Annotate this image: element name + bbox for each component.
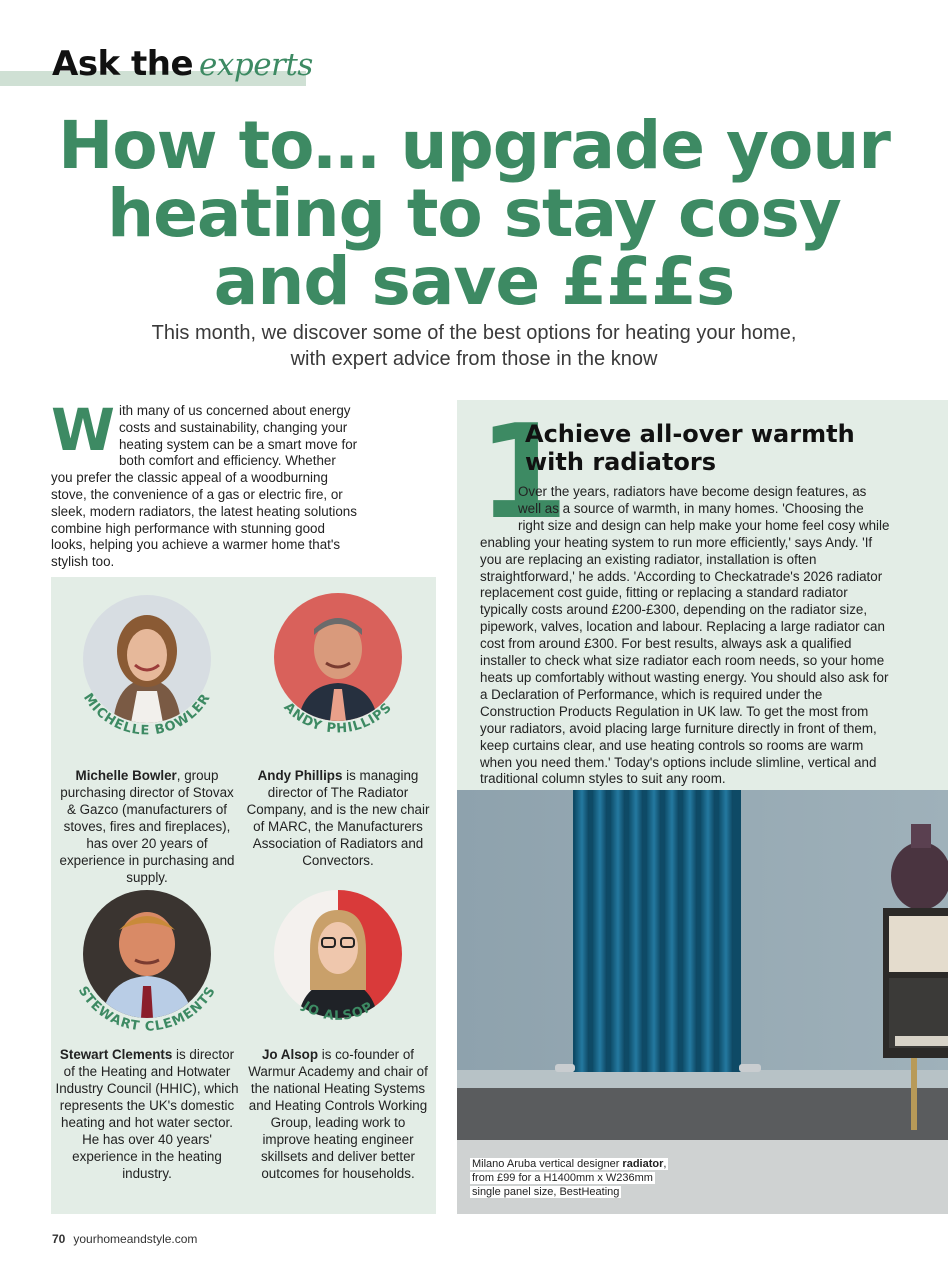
expert-bio-text: is managing director of The Radiator Company, and is the new chair of MARC, the Manufacturers Association of Radiators and Convectors. bbox=[246, 768, 430, 868]
svg-text:MICHELLE BOWLER: MICHELLE BOWLER bbox=[80, 690, 214, 739]
expert-name: Michelle Bowler bbox=[75, 768, 177, 783]
expert-bio-andy bbox=[245, 767, 431, 869]
feature-body-text: Over the years, radiators have become design features, as well as a source of warmth, in many homes. 'Choosing the right size and design can help make your home feel cosy while enabling your heating system to run more efficiently,' says Andy. 'If you are replacing an existing radiator, installation is often straightforward,' he adds. 'According to Checkatrade's 2026 radiator replacement cost guide, fitting or replacing a standard radiator typically costs around £200-£300, depending on the radiator size, pipework, valves, location and labour. Replacing a large radiator can cost from around £300. For best results, always ask a qualified installer to check what size radiator each room needs, so your home heats up comfortably without wasting energy. You should also ask for a Declaration of Performance, which is required under the Construction Products Regulation in UK law. To get the most from your radiators, avoid placing large furniture directly in front of them, keep curtains clear, and use heating controls so rooms are warm when you need them.' Today's options include slimline, vertical and traditional column styles to suit any room. bbox=[480, 484, 890, 787]
intro-text: ith many of us concerned about energy costs and sustainability, changing your heating system can be a smart move for both comfort and efficiency. Whether you prefer the classic appeal of a woodburning stove, the convenience of a gas or electric fire, or sleek, modern radiators, the latest heating solutions combine high performance with stunning good looks, helping you achieve a warmer home that's stylish too. bbox=[51, 403, 358, 570]
page-footer bbox=[52, 1232, 197, 1246]
photo-caption bbox=[470, 1157, 690, 1199]
expert-arc-label-michelle bbox=[54, 655, 240, 775]
expert-bio-text: , group purchasing director of Stovax & Gazco (manufacturers of stoves, fires and fireplaces), has over 20 years of experience in purchasing and supply. bbox=[59, 768, 235, 885]
caption-line-3: single panel size, BestHeating bbox=[472, 1186, 620, 1198]
expert-bio-stewart bbox=[54, 1046, 240, 1182]
expert-name: Stewart Clements bbox=[59, 1047, 173, 1062]
kicker-script: experts bbox=[199, 47, 313, 83]
feature-number: 1 bbox=[478, 396, 569, 548]
svg-text:ANDY PHILLIPS: ANDY PHILLIPS bbox=[280, 699, 396, 737]
page-headline: How to… upgrade your heating to stay cosy and save £££s bbox=[58, 107, 890, 320]
expert-bio-michelle bbox=[54, 767, 240, 886]
svg-text:STEWART CLEMENTS: STEWART CLEMENTS bbox=[74, 983, 220, 1035]
expert-name: Andy Phillips bbox=[257, 768, 343, 783]
expert-card-stewart bbox=[54, 890, 240, 1181]
expert-bio-text: is co-founder of Warmur Academy and chair of the national Heating Systems and Heating Controls Working Group, leading work to improve heating engineer skillsets and deliver better outcomes for households. bbox=[248, 1047, 428, 1181]
feature-body bbox=[480, 484, 892, 788]
radiator-photo bbox=[457, 790, 948, 1214]
expert-bio-text: is director of the Heating and Hotwater Industry Council (HHIC), which represents the UK's domestic heating and hot water sector. He has over 40 years' experience in the heating industry. bbox=[55, 1047, 239, 1181]
footer-site: yourhomeandstyle.com bbox=[73, 1232, 198, 1246]
experts-panel bbox=[51, 577, 436, 1214]
expert-card-michelle bbox=[54, 595, 240, 885]
caption-line-2: from £99 for a H1400mm x W236mm bbox=[472, 1172, 653, 1184]
expert-card-jo bbox=[245, 890, 431, 1181]
radiator-illustration bbox=[555, 790, 761, 1072]
section-kicker bbox=[52, 44, 313, 84]
intro-paragraph bbox=[51, 396, 361, 571]
caption-line-1: Milano Aruba vertical designer radiator, bbox=[472, 1158, 667, 1170]
kicker-bold: Ask the bbox=[52, 44, 194, 84]
expert-name: Jo Alsop bbox=[261, 1047, 318, 1062]
svg-text:JO ALSOP: JO ALSOP bbox=[299, 999, 377, 1024]
expert-arc-label-andy bbox=[245, 653, 431, 773]
standfirst bbox=[120, 320, 828, 372]
drop-cap: W bbox=[51, 396, 115, 464]
page-number: 70 bbox=[52, 1232, 66, 1246]
feature-title: Achieve all-over warmth with radiators bbox=[525, 420, 855, 476]
expert-card-andy bbox=[245, 593, 431, 868]
standfirst-line-2: with expert advice from those in the know bbox=[290, 348, 658, 370]
standfirst-line-1: This month, we discover some of the best options for heating your home, bbox=[151, 322, 797, 344]
expert-bio-jo bbox=[245, 1046, 431, 1182]
